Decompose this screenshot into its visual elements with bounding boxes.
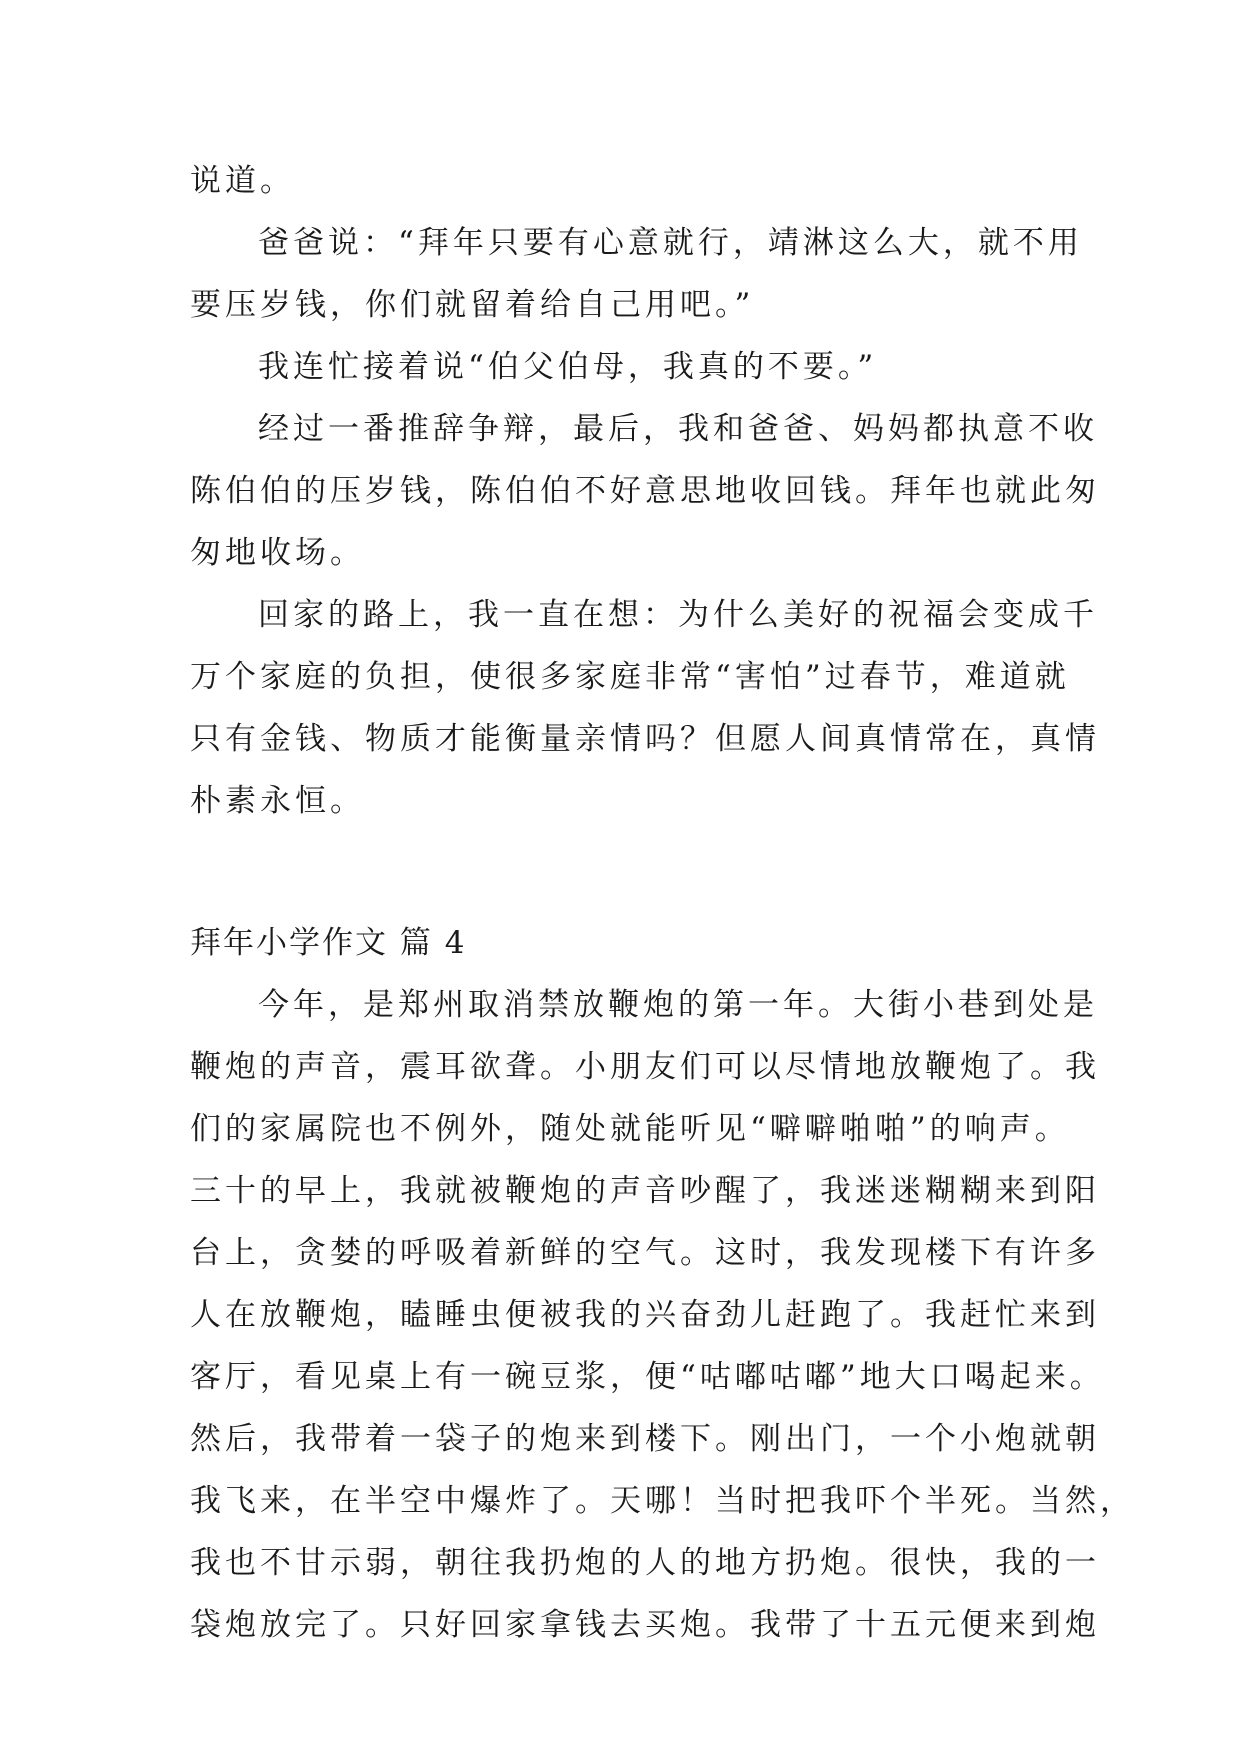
section-heading: 拜年小学作文 篇 4	[190, 925, 467, 961]
document-page	[190, 150, 1135, 1656]
text-line: 匆地收场。	[190, 535, 365, 571]
text-line: 朴素永恒。	[190, 783, 365, 819]
text-line: 只有金钱、物质才能衡量亲情吗？但愿人间真情常在，真情	[190, 721, 1100, 757]
text-line: 说道。	[190, 163, 295, 199]
text-line: 鞭炮的声音，震耳欲聋。小朋友们可以尽情地放鞭炮了。我	[190, 1049, 1100, 1085]
text-line: 要压岁钱，你们就留着给自己用吧。”	[190, 287, 755, 323]
text-line: 袋炮放完了。只好回家拿钱去买炮。我带了十五元便来到炮	[190, 1607, 1100, 1643]
text-line: 我连忙接着说“伯父伯母，我真的不要。”	[258, 349, 878, 385]
text-line: 今年，是郑州取消禁放鞭炮的第一年。大街小巷到处是	[258, 987, 1098, 1023]
text-line: 人在放鞭炮，瞌睡虫便被我的兴奋劲儿赶跑了。我赶忙来到	[190, 1297, 1100, 1333]
text-line: 客厅，看见桌上有一碗豆浆，便“咕嘟咕嘟”地大口喝起来。	[190, 1359, 1105, 1395]
text-line: 经过一番推辞争辩，最后，我和爸爸、妈妈都执意不收	[258, 411, 1098, 447]
text-line: 万个家庭的负担，使很多家庭非常“害怕”过春节，难道就	[190, 659, 1070, 695]
text-line: 我也不甘示弱，朝往我扔炮的人的地方扔炮。很快，我的一	[190, 1545, 1100, 1581]
text-line: 然后，我带着一袋子的炮来到楼下。刚出门，一个小炮就朝	[190, 1421, 1100, 1457]
text-line: 陈伯伯的压岁钱，陈伯伯不好意思地收回钱。拜年也就此匆	[190, 473, 1100, 509]
text-line: 们的家属院也不例外，随处就能听见“噼噼啪啪”的响声。	[190, 1111, 1070, 1147]
text-line: 爸爸说：“拜年只要有心意就行，靖淋这么大，就不用	[258, 225, 1083, 261]
section-gap	[190, 832, 1070, 912]
text-line: 我飞来，在半空中爆炸了。天哪！当时把我吓个半死。当然，	[190, 1483, 1135, 1519]
text-line: 回家的路上，我一直在想：为什么美好的祝福会变成千	[258, 597, 1098, 633]
text-line: 台上，贪婪的呼吸着新鲜的空气。这时，我发现楼下有许多	[190, 1235, 1100, 1271]
text-line: 三十的早上，我就被鞭炮的声音吵醒了，我迷迷糊糊来到阳	[190, 1173, 1100, 1209]
